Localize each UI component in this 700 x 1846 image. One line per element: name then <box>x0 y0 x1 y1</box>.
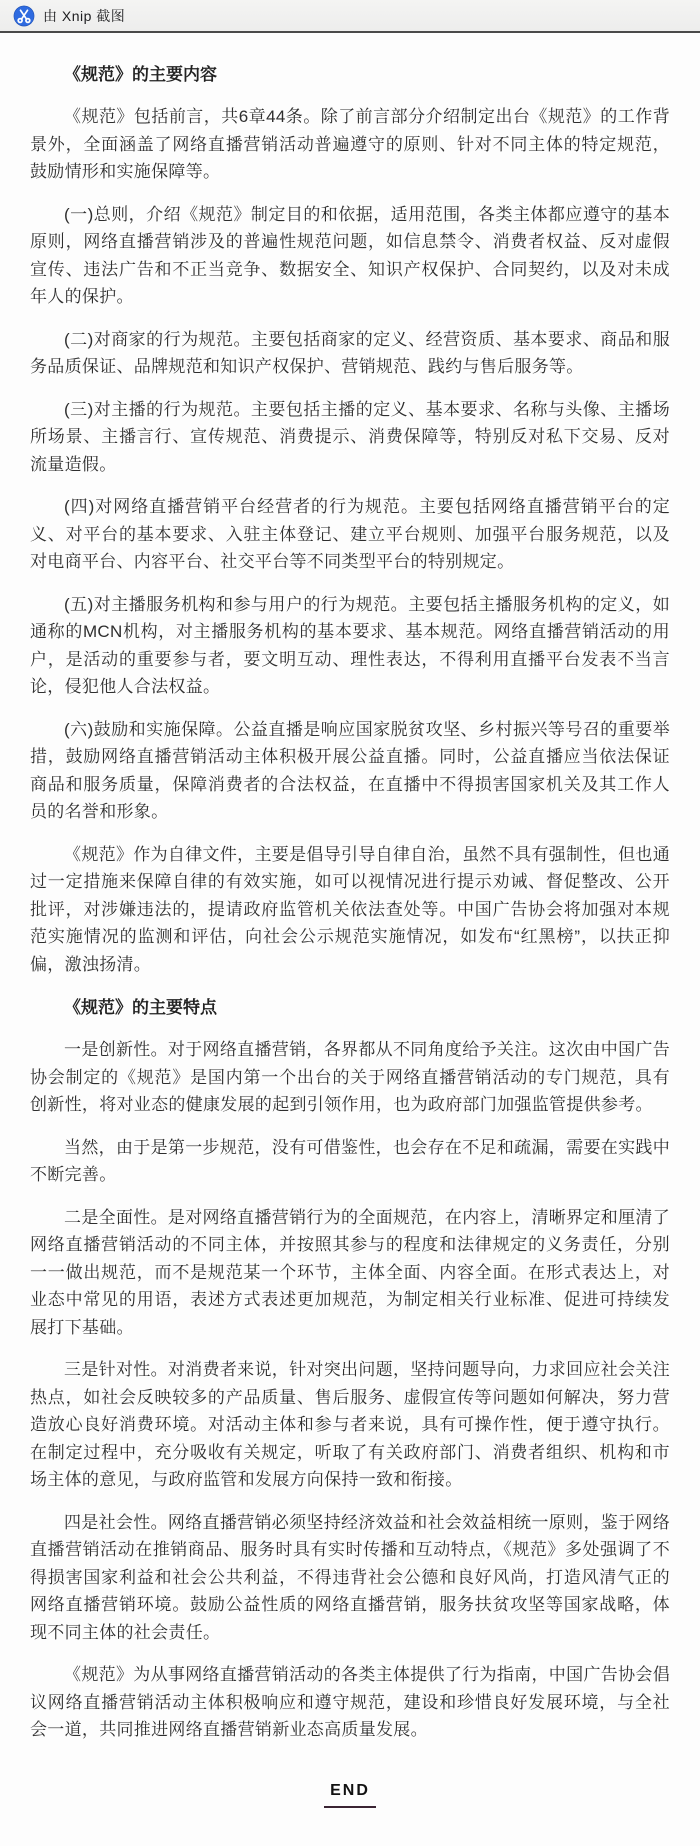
xnip-caption-text: 由 Xnip 截图 <box>43 7 126 24</box>
paragraph-self-discipline: 《规范》作为自律文件，主要是倡导引导自律自治，虽然不具有强制性，但也通过一定措施来保障自律的有效实施，如可以视情况进行提示劝诫、督促整改、公开批评，对涉嫌违法的，提请政府监管机关依法查处等。中国广告协会将加强对本规范实施情况的监测和评估，向社会公示规范实施情况，如发布“红黑榜”，以扶正抑偏，激浊扬清。 <box>30 844 670 974</box>
section-heading-main-features: 《规范》的主要特点 <box>64 998 217 1018</box>
xnip-capture-bar <box>0 0 700 33</box>
paragraph-item-1-general-rules: (一)总则，介绍《规范》制定目的和依据，适用范围，各类主体都应遵守的基本原则，网络直播营销涉及的普遍性规范问题，如信息禁令、消费者权益、反对虚假宣传、违法广告和不正当竞争、数据安全、知识产权保护、合同契约，以及对未成年人的保护。 <box>30 204 670 307</box>
xnip-scissors-icon <box>13 5 35 27</box>
paragraph-feature-4-sociality: 四是社会性。网络直播营销必须坚持经济效益和社会效益相统一原则，鉴于网络直播营销活动在推销商品、服务时具有实时传播和互动特点，《规范》多处强调了不得损害国家利益和社会公共利益，不得违背社会公德和良好风尚，打造风清气正的网络直播营销环境。鼓励公益性质的网络直播营销，服务扶贫攻坚等国家战略，体现不同主体的社会责任。 <box>30 1512 670 1642</box>
paragraph-feature-1-note: 当然，由于是第一步规范，没有可借鉴性，也会存在不足和疏漏，需要在实践中不断完善。 <box>30 1137 670 1185</box>
paragraph-feature-1-innovation: 一是创新性。对于网络直播营销，各界都从不同角度给予关注。这次由中国广告协会制定的《规范》是国内第一个出台的关于网络直播营销活动的专门规范，具有创新性，将对业态的健康发展的起到引领作用，也为政府部门加强监管提供参考。 <box>30 1040 670 1115</box>
paragraph-feature-3-pertinence: 三是针对性。对消费者来说，针对突出问题，坚持问题导向，力求回应社会关注热点，如社会反映较多的产品质量、售后服务、虚假宣传等问题如何解决，努力营造放心良好消费环境。对活动主体和参与者来说，具有可操作性，便于遵守执行。在制定过程中，充分吸收有关规定，听取了有关政府部门、消费者组织、机构和市场主体的意见，与政府监管和发展方向保持一致和衔接。 <box>30 1360 670 1490</box>
end-marker: END <box>324 1782 376 1808</box>
section-heading-main-content: 《规范》的主要内容 <box>64 65 217 84</box>
document-body <box>0 33 700 1846</box>
paragraph-feature-2-comprehensiveness: 二是全面性。是对网络直播营销行为的全面规范，在内容上，清晰界定和厘清了网络直播营销活动的不同主体，并按照其参与的程度和法律规定的义务责任，分别一一做出规范，而不是规范某一个环节，主体全面、内容全面。在形式表达上，对业态中常见的用语，表述方式表述更加规范，为制定相关行业标准、促进可持续发展打下基础。 <box>30 1207 670 1337</box>
paragraph-item-2-merchants: (二)对商家的行为规范。主要包括商家的定义、经营资质、基本要求、商品和服务品质保证、品牌规范和知识产权保护、营销规范、践约与售后服务等。 <box>30 329 670 377</box>
document-footer <box>30 1782 670 1826</box>
paragraph-item-5-agencies-users: (五)对主播服务机构和参与用户的行为规范。主要包括主播服务机构的定义，如通称的MCN机构，对主播服务机构的基本要求、基本规范。网络直播营销活动的用户，是活动的重要参与者，要文明互动、理性表达，不得利用直播平台发表不当言论，侵犯他人合法权益。 <box>30 594 670 697</box>
paragraph-item-6-incentives: (六)鼓励和实施保障。公益直播是响应国家脱贫攻坚、乡村振兴等号召的重要举措，鼓励网络直播营销活动主体积极开展公益直播。同时，公益直播应当依法保证商品和服务质量，保障消费者的合法权益，在直播中不得损害国家机关及其工作人员的名誉和形象。 <box>30 719 670 822</box>
paragraph-overview: 《规范》包括前言，共6章44条。除了前言部分介绍制定出台《规范》的工作背景外，全面涵盖了网络直播营销活动普遍遵守的原则、针对不同主体的特定规范，鼓励情形和实施保障等。 <box>30 107 670 182</box>
paragraph-closing: 《规范》为从事网络直播营销活动的各类主体提供了行为指南，中国广告协会倡议网络直播营销活动主体积极响应和遵守规范，建设和珍惜良好发展环境，与全社会一道，共同推进网络直播营销新业态高质量发展。 <box>30 1665 670 1740</box>
paragraph-item-4-platforms: (四)对网络直播营销平台经营者的行为规范。主要包括网络直播营销平台的定义、对平台的基本要求、入驻主体登记、建立平台规则、加强平台服务规范，以及对电商平台、内容平台、社交平台等不同类型平台的特别规定。 <box>30 497 670 572</box>
paragraph-item-3-anchors: (三)对主播的行为规范。主要包括主播的定义、基本要求、名称与头像、主播场所场景、主播言行、宣传规范、消费提示、消费保障等，特别反对私下交易、反对流量造假。 <box>30 399 670 474</box>
